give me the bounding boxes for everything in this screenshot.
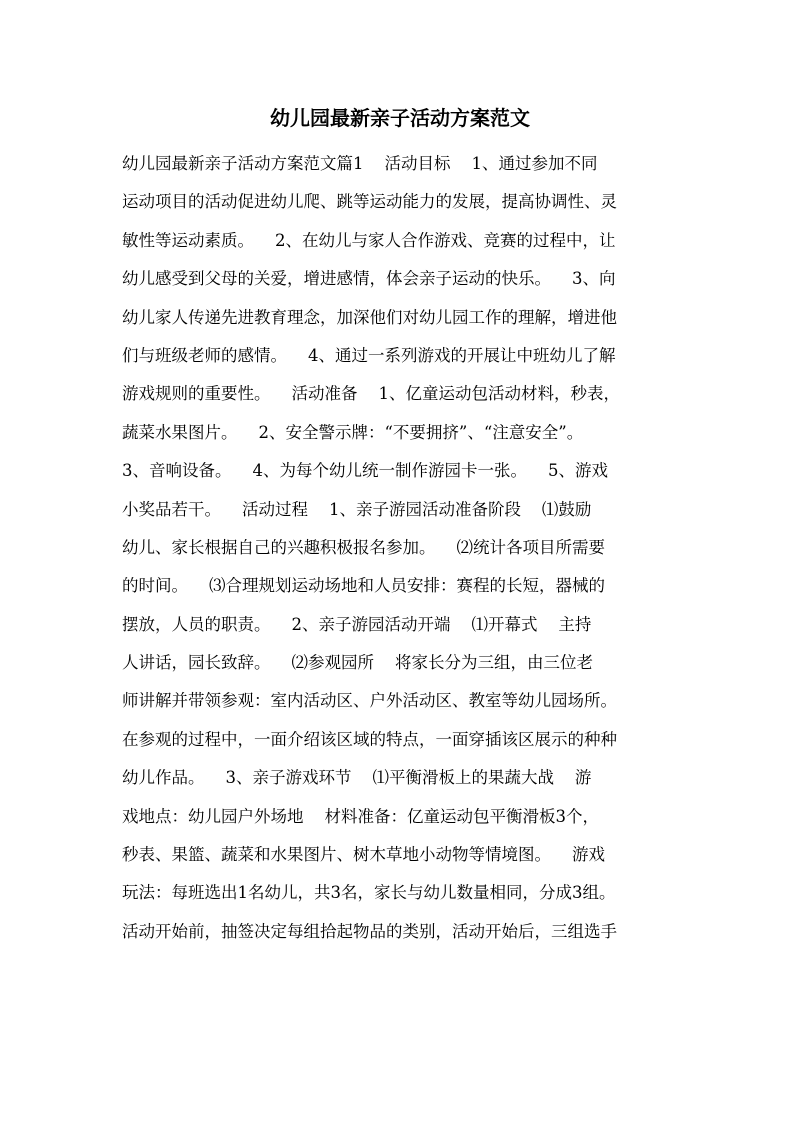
- body-line: 玩法：每班选出1名幼儿，共3名，家长与幼儿数量相同，分成3组。: [122, 883, 616, 903]
- body-line: 蔬菜水果图片。 2、安全警示牌：“不要拥挤”、“注意安全”。: [122, 422, 584, 442]
- body-line: 的时间。 ⑶合理规划运动场地和人员安排：赛程的长短，器械的: [122, 576, 605, 596]
- body-line: 活动开始前，抽签决定每组拾起物品的类别，活动开始后，三组选手: [122, 921, 617, 941]
- document-body: [122, 145, 692, 951]
- body-line: 游戏规则的重要性。 活动准备 1、亿童运动包活动材料，秒表，: [122, 384, 620, 404]
- body-line: 人讲话，园长致辞。 ⑵参观园所 将家长分为三组，由三位老: [122, 653, 593, 673]
- body-line: 在参观的过程中，一面介绍该区域的特点，一面穿插该区展示的种种: [122, 729, 617, 749]
- body-line: 3、音响设备。 4、为每个幼儿统一制作游园卡一张。 5、游戏: [122, 461, 608, 481]
- body-line: 幼儿作品。 3、亲子游戏环节 ⑴平衡滑板上的果蔬大战 游: [122, 768, 592, 788]
- body-line: 秒表、果篮、蔬菜和水果图片、树木草地小动物等情境图。 游戏: [122, 845, 605, 865]
- body-line: 师讲解并带领参观：室内活动区、户外活动区、教室等幼儿园场所。: [122, 691, 617, 711]
- body-line: 小奖品若干。 活动过程 1、亲子游园活动准备阶段 ⑴鼓励: [122, 499, 592, 519]
- body-line: 幼儿、家长根据自己的兴趣积极报名参加。 ⑵统计各项目所需要: [122, 537, 605, 557]
- body-line: 摆放，人员的职责。 2、亲子游园活动开端 ⑴开幕式 主持: [122, 614, 592, 634]
- body-line: 运动项目的活动促进幼儿爬、跳等运动能力的发展，提高协调性、灵: [122, 192, 617, 212]
- body-line: 幼儿园最新亲子活动方案范文篇1 活动目标 1、通过参加不同: [122, 154, 598, 173]
- body-line: 幼儿感受到父母的关爱，增进感情，体会亲子运动的快乐。 3、向: [122, 269, 616, 289]
- body-line: 敏性等运动素质。 2、在幼儿与家人合作游戏、竞赛的过程中，让: [122, 230, 616, 250]
- body-line: 幼儿家人传递先进教育理念，加深他们对幼儿园工作的理解，增进他: [122, 307, 617, 327]
- body-line: 戏地点：幼儿园户外场地 材料准备：亿童运动包平衡滑板3个，: [122, 806, 599, 826]
- body-line: 们与班级老师的感情。 4、通过一系列游戏的开展让中班幼儿了解: [122, 345, 616, 365]
- document-title: 幼儿园最新亲子活动方案范文: [270, 106, 530, 130]
